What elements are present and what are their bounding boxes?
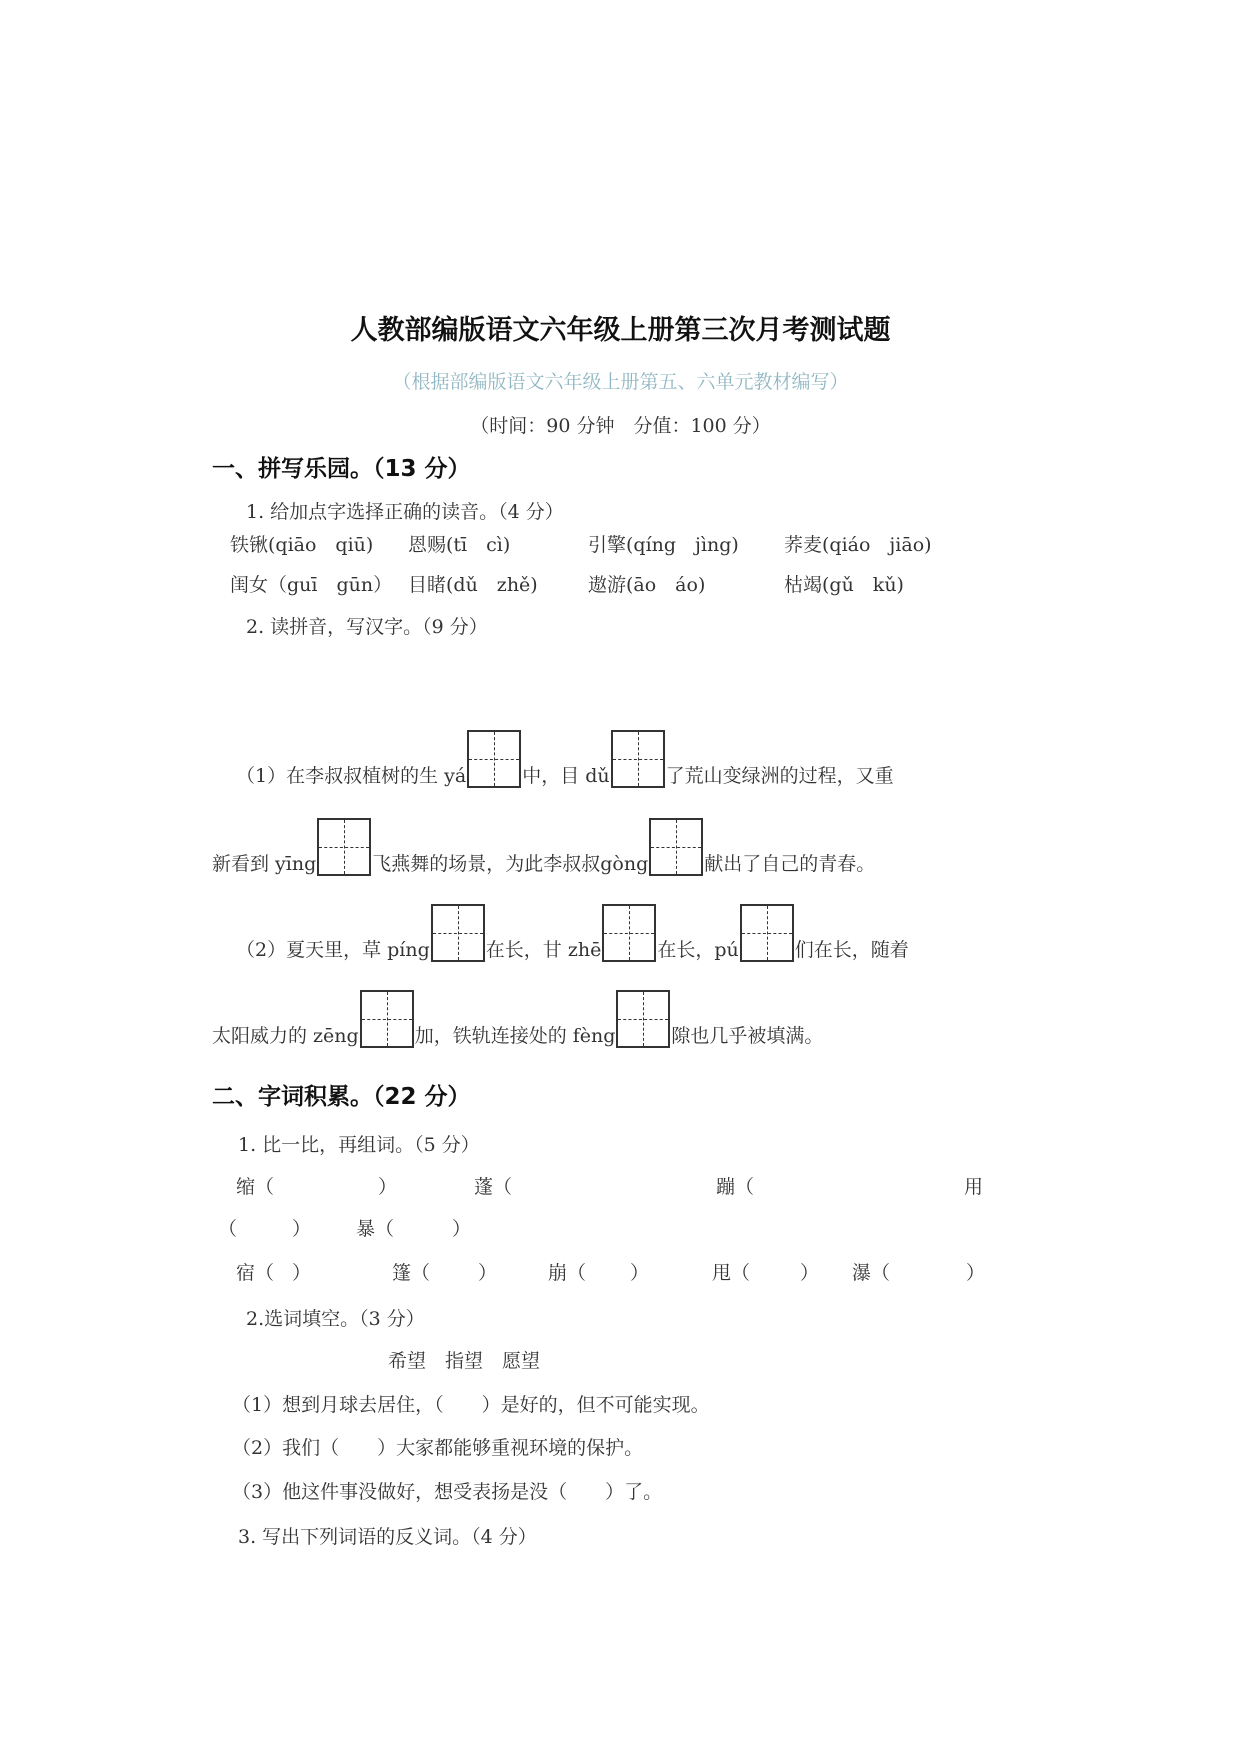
s1-q1-item: 枯竭(gǔ kǔ) xyxy=(784,574,904,596)
s1-q1-item: 恩赐(tī cì) xyxy=(408,534,511,556)
s2-q1-item: 蹦（ xyxy=(716,1176,755,1198)
page-subtitle: （根据部编版语文六年级上册第五、六单元教材编写） xyxy=(392,371,849,393)
s2-q1-item: ） xyxy=(630,1262,650,1284)
s2-q1-item: 篷（ xyxy=(392,1262,431,1284)
char-box[interactable] xyxy=(431,904,485,962)
s2-q1-item: 缩（ xyxy=(236,1176,275,1198)
s1-q2-p1b xyxy=(212,818,875,876)
s2-q1-item: ） xyxy=(800,1262,820,1284)
text: 在长，pú xyxy=(657,939,739,961)
s2-q1-item: （ xyxy=(218,1218,238,1240)
s2-q2-sentence-1: （1）想到月球去居住，（ ）是好的，但不可能实现。 xyxy=(232,1394,710,1416)
s2-q1-item: ） xyxy=(378,1176,398,1198)
s2-q1-item: 崩（ xyxy=(548,1262,587,1284)
s1-q2-p2b xyxy=(212,990,823,1048)
char-box[interactable] xyxy=(602,904,656,962)
s2-q2-sentence-2: （2）我们（ ）大家都能够重视环境的保护。 xyxy=(232,1437,644,1459)
char-box[interactable] xyxy=(467,730,521,788)
char-box[interactable] xyxy=(317,818,371,876)
s1-q2-p2a xyxy=(236,904,909,962)
text: 飞燕舞的场景，为此李叔叔gòng xyxy=(372,853,649,875)
text: 加，铁轨连接处的 fèng xyxy=(414,1025,616,1047)
text: 们在长，随着 xyxy=(794,939,909,961)
s1-q1-item: 遨游(āo áo) xyxy=(588,574,706,596)
text: 中，目 dǔ xyxy=(522,765,610,787)
s2-q1-label: 1. 比一比，再组词。（5 分） xyxy=(238,1134,480,1156)
s2-q2-label: 2.选词填空。（3 分） xyxy=(246,1308,425,1330)
s2-q1-item: 蓬（ xyxy=(474,1176,513,1198)
text: （1）在李叔叔植树的生 yá xyxy=(236,765,467,787)
page-title: 人教部编版语文六年级上册第三次月考测试题 xyxy=(350,315,891,346)
text: 了荒山变绿洲的过程，又重 xyxy=(665,765,894,787)
s2-q1-item: 甩（ xyxy=(712,1262,751,1284)
s2-q2-word-bank: 希望 指望 愿望 xyxy=(388,1350,541,1372)
s1-q1-item: 引擎(qíng jìng) xyxy=(588,534,739,556)
s2-q1-item: 暴（ xyxy=(356,1218,395,1240)
char-box[interactable] xyxy=(611,730,665,788)
s1-q1-item: 铁锹(qiāo qiū) xyxy=(230,534,374,556)
text: 在长，甘 zhē xyxy=(485,939,602,961)
s2-q1-item: ） xyxy=(966,1262,986,1284)
s1-q1-item: 荞麦(qiáo jiāo) xyxy=(784,534,932,556)
char-box[interactable] xyxy=(649,818,703,876)
s1-q2-label: 2. 读拼音，写汉字。（9 分） xyxy=(246,616,488,638)
s2-q1-item: 用 xyxy=(964,1176,984,1198)
s2-q1-item: ） xyxy=(452,1218,472,1240)
s2-q1-item: ） xyxy=(292,1218,312,1240)
s2-q1-item: ） xyxy=(478,1262,498,1284)
s1-q1-label: 1. 给加点字选择正确的读音。（4 分） xyxy=(246,501,564,523)
text: 新看到 yīng xyxy=(212,853,317,875)
s2-q3-label: 3. 写出下列词语的反义词。（4 分） xyxy=(238,1526,537,1548)
text: 隙也几乎被填满。 xyxy=(671,1025,824,1047)
char-box[interactable] xyxy=(616,990,670,1048)
text: （2）夏天里，草 píng xyxy=(236,939,430,961)
exam-meta: （时间：90 分钟 分值：100 分） xyxy=(470,415,771,437)
section-2-heading: 二、字词积累。（22 分） xyxy=(212,1084,471,1110)
text: 献出了自己的青春。 xyxy=(704,853,876,875)
section-1-heading: 一、拼写乐园。（13 分） xyxy=(212,456,471,482)
s2-q1-item: 瀑（ xyxy=(852,1262,891,1284)
s1-q2-p1a xyxy=(236,730,894,788)
text: 太阳威力的 zēng xyxy=(212,1025,359,1047)
char-box[interactable] xyxy=(740,904,794,962)
s2-q1-item: 宿（ xyxy=(236,1262,275,1284)
s1-q1-item: 目睹(dǔ zhě) xyxy=(408,574,538,596)
s1-q1-item: 闺女（guī gūn） xyxy=(230,574,393,596)
s2-q1-item: ） xyxy=(292,1262,312,1284)
s2-q2-sentence-3: （3）他这件事没做好，想受表扬是没（ ）了。 xyxy=(232,1481,663,1503)
char-box[interactable] xyxy=(360,990,414,1048)
